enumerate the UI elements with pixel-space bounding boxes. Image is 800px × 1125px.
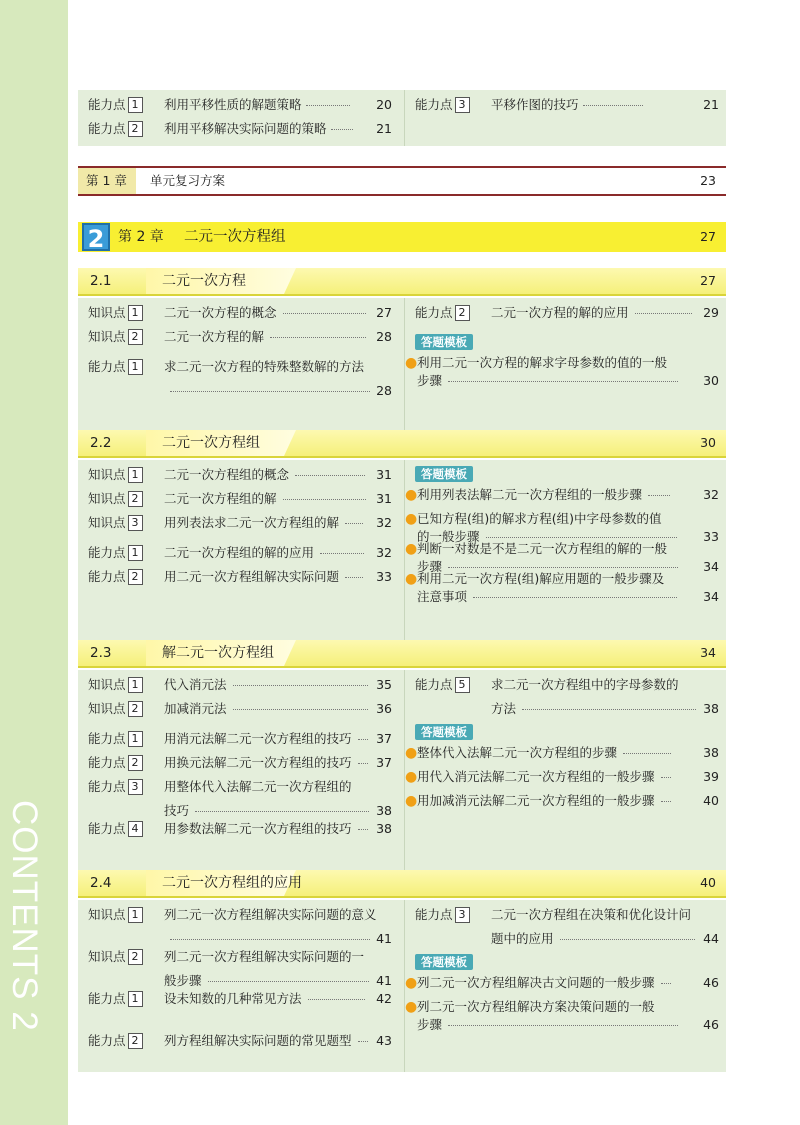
entry-page: 43 <box>376 1033 392 1048</box>
entry-page: 31 <box>376 491 392 506</box>
entry-title: 列二元一次方程组解决实际问题的意义 <box>164 907 377 922</box>
left-column: 知识点 1 列二元一次方程组解决实际问题的意义 41 知识点 2 列二元一次方程组解决实际问题的一 般步骤 41 能力点 1 设未知数的几种常见方法 42 能力点 2 列方程组解决实际问题的常见题型 43 <box>88 907 392 1048</box>
right-column: 能力点 2 二元一次方程的解的应用 29 答题模板 ● 利用二元一次方程的解求字母参数的值的一般 步骤 30 <box>404 298 727 438</box>
bullet-icon: ● <box>405 487 418 503</box>
entry-page: 32 <box>376 545 392 560</box>
template-title: 整体代入法解二元一次方程组的步骤 <box>417 745 618 760</box>
template-title: 利用二元一次方程(组)解应用题的一般步骤及 <box>417 571 665 586</box>
left-column: 知识点 1 二元一次方程组的概念 31 知识点 2 二元一次方程组的解 31 知识点 3 用列表法求二元一次方程组的解 32 能力点 1 二元一次方程组的解的应用 32 能力点 2 用二元一次方程组解决实际问题 33 <box>88 467 392 584</box>
template-page: 46 <box>703 1017 719 1032</box>
entry-title: 列二元一次方程组解决实际问题的一 <box>164 949 365 964</box>
section-entries <box>78 298 726 438</box>
template-title: 利用二元一次方程的解求字母参数的值的一般 <box>417 355 668 370</box>
answer-template-badge: 答题模板 <box>415 954 473 970</box>
contents-vertical-text: CONTENTS 2 <box>5 800 44 1032</box>
chapter1-review-bar[interactable] <box>78 168 726 196</box>
entry-title: 用换元法解二元一次方程组的技巧 <box>164 755 352 770</box>
top-entries <box>78 90 726 146</box>
section-header[interactable] <box>78 870 726 898</box>
template-page: 33 <box>703 529 719 544</box>
chapter2-title: 二元一次方程组 <box>184 229 286 245</box>
template-title: 列二元一次方程组解决古文问题的一般步骤 <box>417 975 655 990</box>
section-page: 30 <box>700 435 716 450</box>
template-title: 列二元一次方程组解决方案决策问题的一般 <box>417 999 655 1014</box>
sidebar <box>0 0 68 1125</box>
bullet-icon: ● <box>405 999 418 1015</box>
section-entries <box>78 670 726 880</box>
bullet-icon: ● <box>405 745 418 761</box>
section-title: 二元一次方程 <box>162 273 246 289</box>
section-number: 2.1 <box>90 273 112 289</box>
template-page: 30 <box>703 373 719 388</box>
template-title: 用加减消元法解二元一次方程组的一般步骤 <box>417 793 655 808</box>
chapter1-label: 第 1 章 <box>86 173 127 188</box>
entry-page: 21 <box>703 97 719 112</box>
section-page: 27 <box>700 273 716 288</box>
left-column: 知识点 1 二元一次方程的概念 27 知识点 2 二元一次方程的解 28 能力点 1 求二元一次方程的特殊整数解的方法 28 <box>88 305 392 398</box>
entry-page: 38 <box>376 821 392 836</box>
entry-title: 二元一次方程组在决策和优化设计问 <box>491 907 692 922</box>
bullet-icon: ● <box>405 355 418 371</box>
entry-title: 方法 <box>491 701 517 716</box>
template-page: 46 <box>703 975 719 990</box>
entry-page: 29 <box>703 305 719 320</box>
top-left-col: 能力点 1 利用平移性质的解题策略 20 能力点 2 利用平移解决实际问题的策略 21 <box>88 97 392 136</box>
section-header[interactable] <box>78 640 726 668</box>
section-number: 2.4 <box>90 875 112 891</box>
bullet-icon: ● <box>405 769 418 785</box>
entry-page: 37 <box>376 731 392 746</box>
bullet-icon: ● <box>405 975 418 991</box>
section-number: 2.3 <box>90 645 112 661</box>
chapter2-page: 27 <box>700 229 716 244</box>
entry-page: 44 <box>703 931 719 946</box>
answer-template-badge: 答题模板 <box>415 334 473 350</box>
entry-title: 求二元一次方程组中的字母参数的 <box>491 677 679 692</box>
entry-page: 20 <box>376 97 392 112</box>
answer-template-badge: 答题模板 <box>415 466 473 482</box>
entry-title: 用整体代入法解二元一次方程组的 <box>164 779 352 794</box>
entry-page: 33 <box>376 569 392 584</box>
section-title: 二元一次方程组的应用 <box>162 875 302 891</box>
entry-title: 用二元一次方程组解决实际问题 <box>164 569 340 584</box>
entry-title: 二元一次方程的概念 <box>164 305 277 320</box>
entry-title: 技巧 <box>164 803 190 818</box>
section-header[interactable] <box>78 430 726 458</box>
bullet-icon: ● <box>405 541 418 557</box>
template-title: 的一般步骤 <box>417 529 480 544</box>
entry-page: 28 <box>376 383 392 398</box>
chapter2-label: 第 2 章 <box>118 229 164 245</box>
template-title: 判断一对数是不是二元一次方程组的解的一般 <box>417 541 668 556</box>
entry-page: 37 <box>376 755 392 770</box>
entry-title: 二元一次方程组的解 <box>164 491 277 506</box>
entry-title: 加减消元法 <box>164 701 227 716</box>
entry-title: 设未知数的几种常见方法 <box>164 991 302 1006</box>
template-page: 34 <box>703 589 719 604</box>
entry-title: 平移作图的技巧 <box>491 97 579 112</box>
template-page: 39 <box>703 769 719 784</box>
template-page: 38 <box>703 745 719 760</box>
entry-page: 35 <box>376 677 392 692</box>
template-title: 利用列表法解二元一次方程组的一般步骤 <box>417 487 643 502</box>
entry-page: 27 <box>376 305 392 320</box>
entry-page: 42 <box>376 991 392 1006</box>
entry-title: 题中的应用 <box>491 931 554 946</box>
entry-title: 用消元法解二元一次方程组的技巧 <box>164 731 352 746</box>
chapter2-bar[interactable] <box>78 222 726 252</box>
chapter1-page: 23 <box>700 173 716 188</box>
bullet-icon: ● <box>405 511 418 527</box>
template-title: 已知方程(组)的解求方程(组)中字母参数的值 <box>417 511 662 526</box>
bullet-icon: ● <box>405 793 418 809</box>
section-header[interactable] <box>78 268 726 296</box>
entry-page: 38 <box>703 701 719 716</box>
template-page: 40 <box>703 793 719 808</box>
entry-title: 求二元一次方程的特殊整数解的方法 <box>164 359 365 374</box>
entry-title: 利用平移性质的解题策略 <box>164 97 302 112</box>
answer-template-badge: 答题模板 <box>415 724 473 740</box>
template-title: 步骤 <box>417 1017 443 1032</box>
template-title: 步骤 <box>417 373 443 388</box>
left-column: 知识点 1 代入消元法 35 知识点 2 加减消元法 36 能力点 1 用消元法解二元一次方程组的技巧 37 能力点 2 用换元法解二元一次方程组的技巧 37 能力点 3 用整体代入法解二元一次方程组的 技巧 38 能力点 4 用参数法解二元一次方程组的技巧 38 <box>88 677 392 836</box>
entry-title: 用参数法解二元一次方程组的技巧 <box>164 821 352 836</box>
entry-title: 代入消元法 <box>164 677 227 692</box>
chapter2-number-badge: 2 <box>82 223 110 251</box>
template-page: 34 <box>703 559 719 574</box>
right-column: 能力点 5 求二元一次方程组中的字母参数的 方法 38 答题模板 ● 整体代入法解二元一次方程组的步骤 38 ● 用代入消元法解二元一次方程组的一般步骤 39 ● 用加减消元法解二元一次方程组的一般步骤 40 <box>404 670 727 880</box>
entry-title: 列方程组解决实际问题的常见题型 <box>164 1033 352 1048</box>
entry-title: 二元一次方程组的概念 <box>164 467 290 482</box>
entry-title: 二元一次方程的解 <box>164 329 265 344</box>
section-page: 34 <box>700 645 716 660</box>
template-title: 用代入消元法解二元一次方程组的一般步骤 <box>417 769 655 784</box>
entry-page: 31 <box>376 467 392 482</box>
entry-page: 21 <box>376 121 392 136</box>
template-title: 注意事项 <box>417 589 468 604</box>
section-page: 40 <box>700 875 716 890</box>
template-page: 32 <box>703 487 719 502</box>
entry-page: 41 <box>376 973 392 988</box>
bullet-icon: ● <box>405 571 418 587</box>
entry-title: 用列表法求二元一次方程组的解 <box>164 515 340 530</box>
section-entries <box>78 460 726 644</box>
template-title: 步骤 <box>417 559 443 574</box>
entry-page: 36 <box>376 701 392 716</box>
top-right-col: 能力点 3 平移作图的技巧 21 <box>404 90 727 146</box>
entry-title: 二元一次方程的解的应用 <box>491 305 629 320</box>
entry-page: 41 <box>376 931 392 946</box>
entry-title: 利用平移解决实际问题的策略 <box>164 121 327 136</box>
entry-page: 38 <box>376 803 392 818</box>
right-column: 能力点 3 二元一次方程组在决策和优化设计问 题中的应用 44 答题模板 ● 列二元一次方程组解决古文问题的一般步骤 46 ● 列二元一次方程组解决方案决策问题的一般 步骤 46 <box>404 900 727 1072</box>
section-number: 2.2 <box>90 435 112 451</box>
section-entries <box>78 900 726 1072</box>
right-column <box>404 460 727 644</box>
entry-page: 32 <box>376 515 392 530</box>
entry-page: 28 <box>376 329 392 344</box>
entry-title: 二元一次方程组的解的应用 <box>164 545 315 560</box>
entry-title: 般步骤 <box>164 973 202 988</box>
section-title: 解二元一次方程组 <box>162 645 274 661</box>
section-title: 二元一次方程组 <box>162 435 260 451</box>
chapter1-title: 单元复习方案 <box>150 173 226 188</box>
